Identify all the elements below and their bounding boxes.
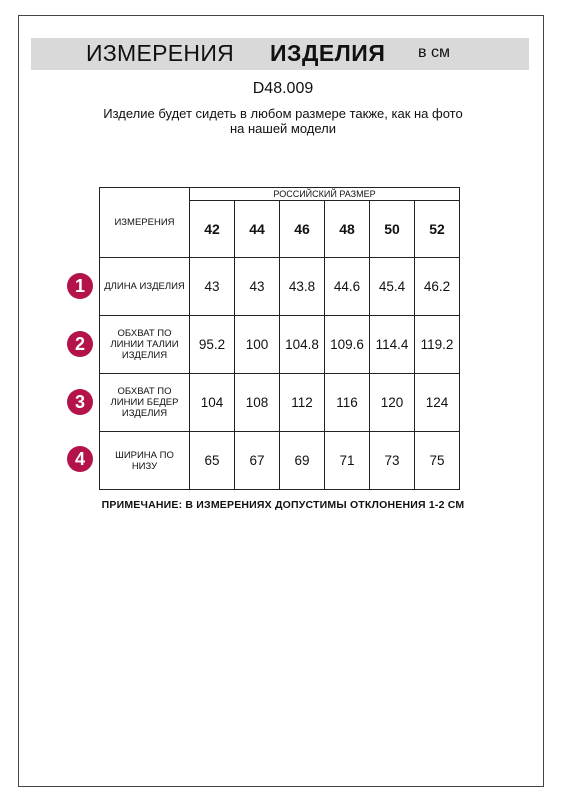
table-cell: 119.2 xyxy=(415,316,460,374)
table-cell: 69 xyxy=(280,432,325,490)
size-header: 42 xyxy=(190,201,235,258)
table-row xyxy=(100,258,460,316)
row-number-badge: 1 xyxy=(67,273,93,299)
table-cell: 43.8 xyxy=(280,258,325,316)
table-cell: 100 xyxy=(235,316,280,374)
fit-note-line1: Изделие будет сидеть в любом размере также, как на фото xyxy=(103,106,463,121)
table-cell: 46.2 xyxy=(415,258,460,316)
size-table xyxy=(99,187,460,490)
table-cell: 116 xyxy=(325,374,370,432)
table-cell: 114.4 xyxy=(370,316,415,374)
table-cell: 44.6 xyxy=(325,258,370,316)
table-row xyxy=(100,432,460,490)
table-cell: 112 xyxy=(280,374,325,432)
table-cell: 108 xyxy=(235,374,280,432)
article-code: D48.009 xyxy=(252,80,314,97)
table-cell: 45.4 xyxy=(370,258,415,316)
size-header: 44 xyxy=(235,201,280,258)
measure-header: ИЗМЕРЕНИЯ xyxy=(100,188,190,258)
table-cell: 124 xyxy=(415,374,460,432)
fit-note xyxy=(0,106,566,136)
table-cell: 43 xyxy=(235,258,280,316)
table-cell: 43 xyxy=(190,258,235,316)
table-cell: 73 xyxy=(370,432,415,490)
table-cell: 120 xyxy=(370,374,415,432)
table-cell: 104 xyxy=(190,374,235,432)
row-label: ОБХВАТ ПО ЛИНИИ БЕДЕР ИЗДЕЛИЯ xyxy=(100,374,190,432)
fit-note-line2: на нашей модели xyxy=(229,121,337,136)
table-cell: 95.2 xyxy=(190,316,235,374)
table-cell: 71 xyxy=(325,432,370,490)
table-cell: 75 xyxy=(415,432,460,490)
table-cell: 104.8 xyxy=(280,316,325,374)
row-label: ШИРИНА ПО НИЗУ xyxy=(100,432,190,490)
table-row xyxy=(100,316,460,374)
header-unit: в см xyxy=(418,44,450,61)
row-label: ОБХВАТ ПО ЛИНИИ ТАЛИИ ИЗДЕЛИЯ xyxy=(100,316,190,374)
row-number-badge: 3 xyxy=(67,389,93,415)
table-cell: 67 xyxy=(235,432,280,490)
size-header: 50 xyxy=(370,201,415,258)
table-cell: 109.6 xyxy=(325,316,370,374)
header-title-measurements: ИЗМЕРЕНИЯ xyxy=(86,40,235,66)
row-label: ДЛИНА ИЗДЕЛИЯ xyxy=(100,258,190,316)
row-number-badge: 4 xyxy=(67,446,93,472)
size-header: 46 xyxy=(280,201,325,258)
table-cell: 65 xyxy=(190,432,235,490)
size-header: 52 xyxy=(415,201,460,258)
tolerance-footnote: ПРИМЕЧАНИЕ: В ИЗМЕРЕНИЯХ ДОПУСТИМЫ ОТКЛОНЕНИЯ 1-2 СМ xyxy=(101,499,465,511)
table-row xyxy=(100,374,460,432)
header-title-garment: ИЗДЕЛИЯ xyxy=(270,40,386,66)
size-group-header: РОССИЙСКИЙ РАЗМЕР xyxy=(190,188,460,201)
size-header: 48 xyxy=(325,201,370,258)
row-number-badge: 2 xyxy=(67,331,93,357)
